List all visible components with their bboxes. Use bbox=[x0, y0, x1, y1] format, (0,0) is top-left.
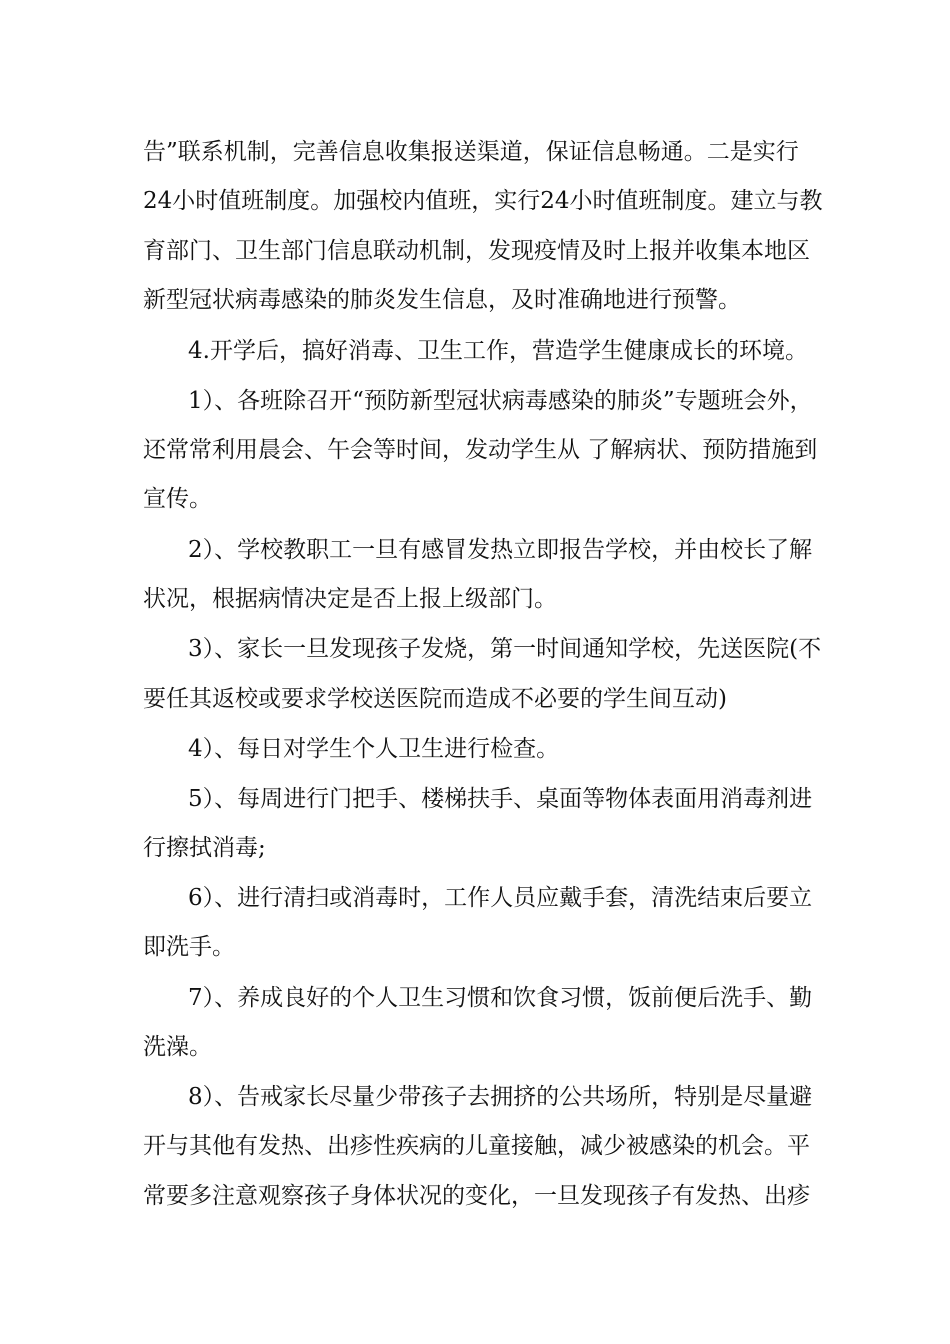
text-line: 常要多注意观察孩子身体状况的变化，一旦发现孩子有发热、出疹 bbox=[143, 1183, 810, 1209]
text-line: 还常常利用晨会、午会等时间，发动学生从 了解病状、预防措施到 bbox=[143, 437, 818, 463]
text-line: 1）、各班除召开“预防新型冠状病毒感染的肺炎”专题班会外， bbox=[188, 388, 813, 414]
text-line: 6）、进行清扫或消毒时，工作人员应戴手套，清洗结束后要立 bbox=[188, 885, 813, 911]
text-line: 即洗手。 bbox=[143, 934, 235, 960]
text-line: 5）、每周进行门把手、楼梯扶手、桌面等物体表面用消毒剂进 bbox=[188, 786, 813, 812]
text-line: 4）、每日对学生个人卫生进行检查。 bbox=[188, 736, 560, 762]
text-line: 要任其返校或要求学校送医院而造成不必要的学生间互动) bbox=[143, 686, 727, 712]
text-line: 开与其他有发热、出疹性疾病的儿童接触，减少被感染的机会。平 bbox=[143, 1133, 810, 1159]
text-line: 24小时值班制度。加强校内值班，实行24小时值班制度。建立与教 bbox=[143, 188, 823, 214]
text-line: 7）、养成良好的个人卫生习惯和饮食习惯，饭前便后洗手、勤 bbox=[188, 985, 813, 1011]
text-line: 育部门、卫生部门信息联动机制，发现疫情及时上报并收集本地区 bbox=[143, 238, 810, 264]
text-line: 宣传。 bbox=[143, 486, 212, 512]
text-line: 新型冠状病毒感染的肺炎发生信息，及时准确地进行预警。 bbox=[143, 287, 741, 313]
text-line: 3）、家长一旦发现孩子发烧，第一时间通知学校，先送医院(不 bbox=[188, 636, 822, 662]
text-line: 8）、告戒家长尽量少带孩子去拥挤的公共场所，特别是尽量避 bbox=[188, 1084, 813, 1110]
text-line: 洗澡。 bbox=[143, 1034, 212, 1060]
text-line: 状况，根据病情决定是否上报上级部门。 bbox=[143, 586, 557, 612]
text-line: 行擦拭消毒; bbox=[143, 835, 266, 861]
text-line: 4.开学后，搞好消毒、卫生工作，营造学生健康成长的环境。 bbox=[188, 338, 808, 364]
text-line: 告”联系机制，完善信息收集报送渠道，保证信息畅通。二是实行 bbox=[143, 139, 799, 165]
text-line: 2）、学校教职工一旦有感冒发热立即报告学校，并由校长了解 bbox=[188, 537, 813, 563]
